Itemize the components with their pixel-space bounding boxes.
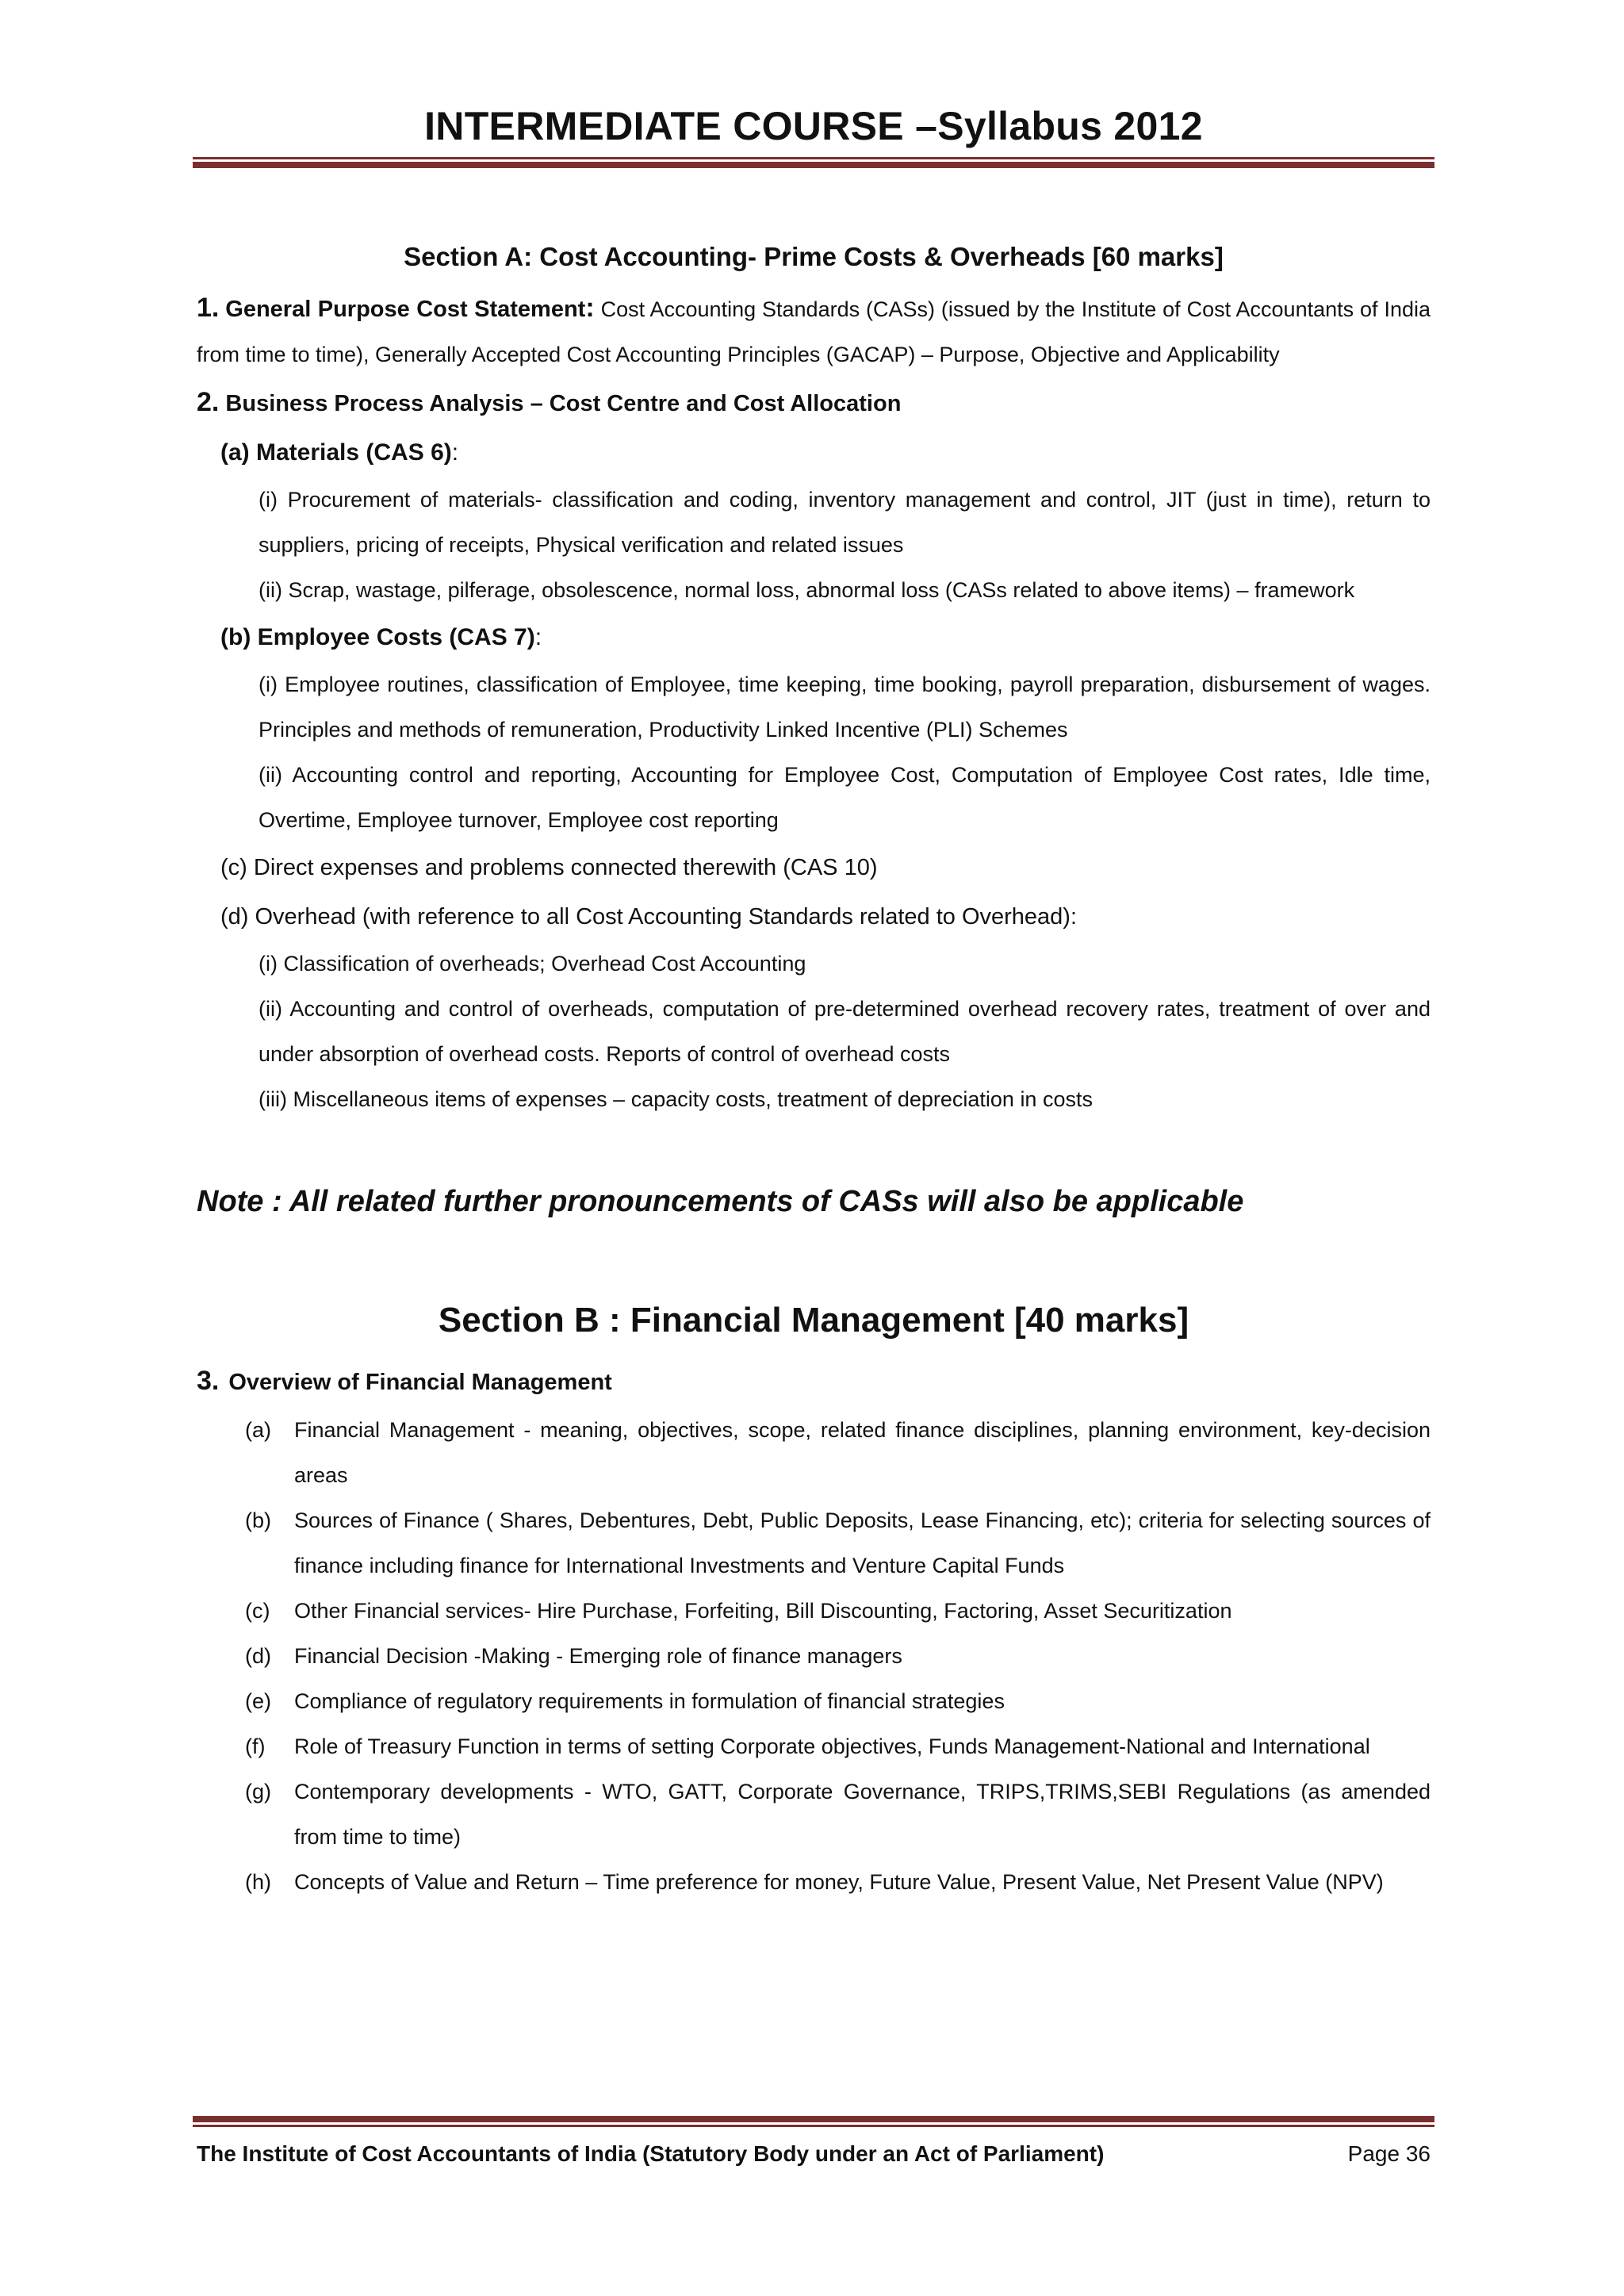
subtopic-materials-suffix: : [451,439,459,466]
list-item [197,1408,1431,1498]
subtopic-overhead: (d) Overhead (with reference to all Cost Accounting Standards related to Overhead): [220,904,1078,930]
list-item-text: Financial Management - meaning, objectives, scope, related finance disciplines, planning environment, key-decision areas [294,1418,1431,1487]
note-cas-pronouncements: Note : All related further pronouncements of CASs will also be applicable [197,1185,1244,1218]
list-item [197,1634,1431,1679]
list-item-letter: (c) [245,1599,270,1623]
header-rule-thick [193,162,1434,168]
list-item-letter: (a) [245,1418,271,1442]
list-item-text: Contemporary developments - WTO, GATT, Corporate Governance, TRIPS,TRIMS,SEBI Regulations (as amended from time to time) [294,1780,1431,1849]
overhead-item-1: (i) Classification of overheads; Overhead Cost Accounting [259,952,806,976]
list-item-text: Other Financial services- Hire Purchase, Forfeiting, Bill Discounting, Factoring, Asset Securitization [294,1599,1232,1623]
header-title: INTERMEDIATE COURSE –Syllabus 2012 [424,104,1203,148]
footer-institute: The Institute of Cost Accountants of India (Statutory Body under an Act of Parliament) [197,2141,1105,2166]
financial-management-list [197,1408,1431,1905]
employee-costs-item-2: (ii) Accounting control and reporting, Accounting for Employee Cost, Computation of Employee Cost rates, Idle time, Overtime, Employee turnover, Employee cost reporting [259,763,1431,832]
list-item [197,1769,1431,1860]
list-item-text: Concepts of Value and Return – Time preference for money, Future Value, Present Value, Net Present Value (NPV) [294,1870,1384,1894]
list-item [197,1860,1431,1905]
topic-3 [197,1359,1431,1405]
list-item-letter: (f) [245,1734,266,1758]
footer-row [193,2141,1434,2167]
topic-2-heading: Business Process Analysis – Cost Centre and Cost Allocation [225,391,902,416]
list-item-text: Financial Decision -Making - Emerging role of finance managers [294,1644,902,1668]
materials-item-1: (i) Procurement of materials- classification and coding, inventory management and control, JIT (just in time), return to suppliers, pricing of receipts, Physical verification and related issues [259,488,1431,557]
list-item-letter: (e) [245,1689,271,1713]
page-number: Page 36 [1347,2141,1431,2166]
subtopic-materials [220,428,1431,477]
list-item [197,1724,1431,1769]
section-a-title: Section A: Cost Accounting- Prime Costs & Overheads [60 marks] [404,242,1224,271]
topic-3-heading: Overview of Financial Management [228,1370,612,1395]
employee-costs-item-1: (i) Employee routines, classification of Employee, time keeping, time booking, payroll preparation, disbursement of wages. Principles and methods of remuneration, Productivity Linked Incentive (PLI) Schemes [259,673,1431,742]
page-footer [193,2116,1434,2167]
topic-3-number: 3. [197,1366,220,1396]
page-content [197,238,1431,1905]
header-rule-thin [193,157,1434,159]
topic-1 [197,286,1431,378]
subtopic-employee-costs-heading: (b) Employee Costs (CAS 7) [220,624,535,650]
list-item-letter: (g) [245,1780,271,1803]
subtopic-employee-costs-suffix: : [534,624,542,650]
list-item-letter: (d) [245,1644,271,1668]
topic-1-text: Cost Accounting Standards (CASs) (issued by the Institute of Cost Accountants of India from time to time), Generally Accepted Cost Accounting Principles (GACAP) – Purpose, Objective and Applicability [197,297,1431,366]
list-item-text: Sources of Finance ( Shares, Debentures, Debt, Public Deposits, Lease Financing, etc); criteria for selecting sources of finance including finance for International Investments and Venture Capital Funds [294,1508,1431,1577]
list-item-letter: (b) [245,1508,271,1532]
subtopic-direct-expenses: (c) Direct expenses and problems connected therewith (CAS 10) [220,855,878,880]
list-item-text: Role of Treasury Function in terms of setting Corporate objectives, Funds Management-National and International [294,1734,1370,1758]
footer-rule-thin [193,2125,1434,2127]
materials-item-2: (ii) Scrap, wastage, pilferage, obsolescence, normal loss, abnormal loss (CASs related to above items) – framework [259,578,1355,602]
topic-2 [197,378,1431,428]
topic-1-heading: General Purpose Cost Statement [225,297,586,322]
subtopic-employee-costs [220,613,1431,662]
section-b-title: Section B : Financial Management [40 marks] [438,1301,1189,1340]
subtopic-materials-heading: (a) Materials (CAS 6) [220,439,452,466]
topic-2-number: 2. [197,387,220,417]
topic-1-colon: : [585,293,595,323]
list-item-text: Compliance of regulatory requirements in formulation of financial strategies [294,1689,1005,1713]
page-header [193,102,1434,168]
list-item [197,1679,1431,1724]
overhead-item-2: (ii) Accounting and control of overheads, computation of pre-determined overhead recovery rates, treatment of over and under absorption of overhead costs. Reports of control of overhead costs [259,997,1431,1066]
list-item [197,1498,1431,1589]
topic-1-number: 1. [197,293,220,323]
footer-rule-thick [193,2116,1434,2122]
list-item-letter: (h) [245,1870,271,1894]
list-item [197,1589,1431,1634]
overhead-item-3: (iii) Miscellaneous items of expenses – capacity costs, treatment of depreciation in costs [259,1087,1093,1111]
